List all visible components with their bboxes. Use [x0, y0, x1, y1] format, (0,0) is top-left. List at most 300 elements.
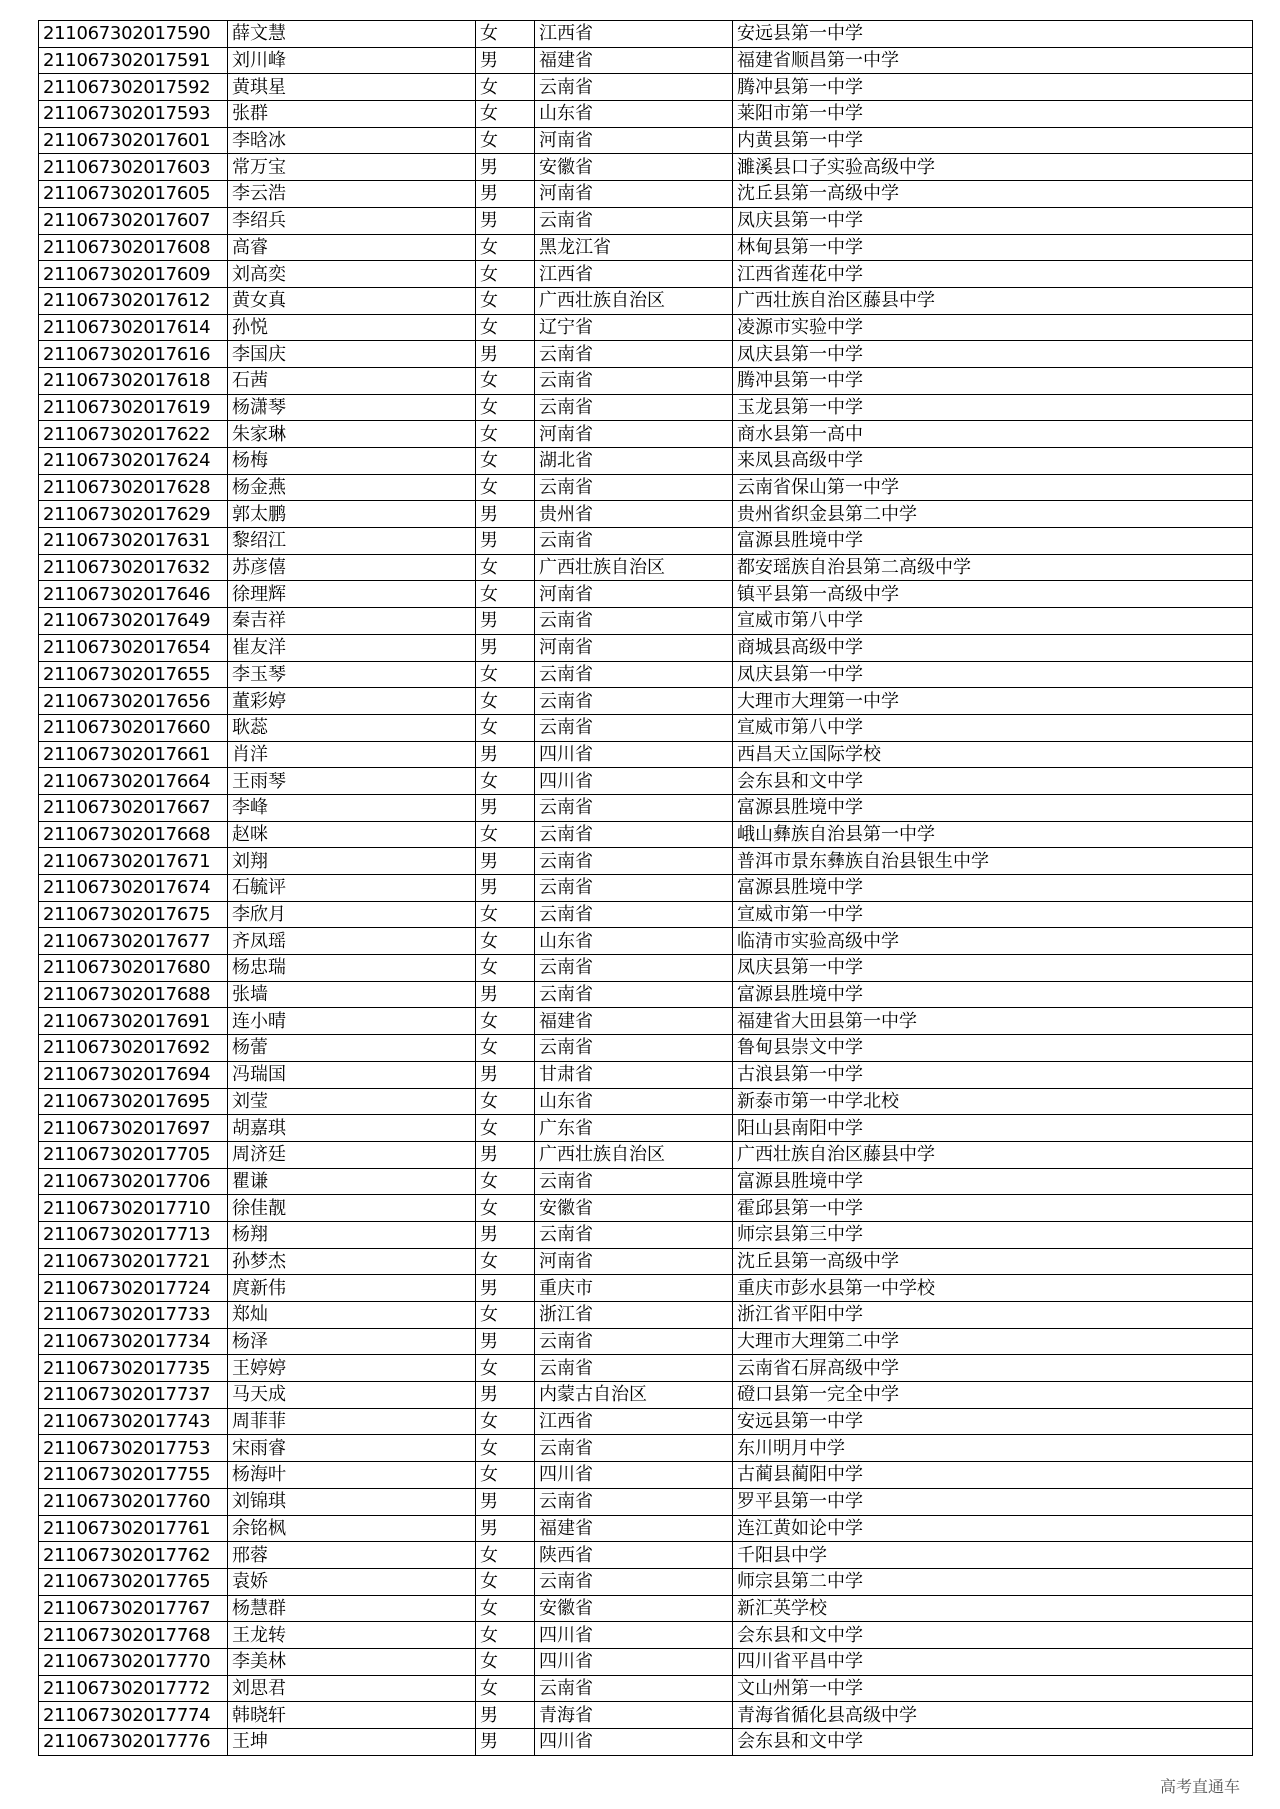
school-cell: 峨山彝族自治县第一中学 [733, 821, 1253, 848]
student-roster-table [38, 20, 1253, 1756]
roster-body [39, 21, 1253, 1756]
province-cell: 云南省 [535, 1568, 733, 1595]
student-name-cell: 孙悦 [228, 314, 476, 341]
table-row [39, 1408, 1253, 1435]
province-cell: 黑龙江省 [535, 234, 733, 261]
student-name-cell: 邢蓉 [228, 1542, 476, 1569]
exam-id-cell: 211067302017632 [39, 554, 228, 581]
student-name-cell: 杨海叶 [228, 1462, 476, 1489]
gender-cell: 女 [476, 1568, 535, 1595]
province-cell: 云南省 [535, 794, 733, 821]
gender-cell: 男 [476, 848, 535, 875]
gender-cell: 女 [476, 421, 535, 448]
gender-cell: 女 [476, 1622, 535, 1649]
gender-cell: 女 [476, 1168, 535, 1195]
school-cell: 富源县胜境中学 [733, 1168, 1253, 1195]
province-cell: 福建省 [535, 47, 733, 74]
student-name-cell: 秦吉祥 [228, 608, 476, 635]
gender-cell: 女 [476, 1195, 535, 1222]
school-cell: 磴口县第一完全中学 [733, 1382, 1253, 1409]
student-name-cell: 瞿谦 [228, 1168, 476, 1195]
gender-cell: 女 [476, 1408, 535, 1435]
student-name-cell: 齐凤瑶 [228, 928, 476, 955]
exam-id-cell: 211067302017774 [39, 1702, 228, 1729]
school-cell: 云南省保山第一中学 [733, 474, 1253, 501]
exam-id-cell: 211067302017668 [39, 821, 228, 848]
school-cell: 腾冲县第一中学 [733, 74, 1253, 101]
table-row [39, 207, 1253, 234]
student-name-cell: 徐理辉 [228, 581, 476, 608]
table-row [39, 287, 1253, 314]
province-cell: 云南省 [535, 1328, 733, 1355]
student-name-cell: 黄琪星 [228, 74, 476, 101]
school-cell: 濉溪县口子实验高级中学 [733, 154, 1253, 181]
exam-id-cell: 211067302017677 [39, 928, 228, 955]
table-row [39, 1542, 1253, 1569]
student-name-cell: 徐佳靓 [228, 1195, 476, 1222]
province-cell: 陕西省 [535, 1542, 733, 1569]
table-row [39, 1435, 1253, 1462]
student-name-cell: 刘川峰 [228, 47, 476, 74]
table-row [39, 901, 1253, 928]
exam-id-cell: 211067302017724 [39, 1275, 228, 1302]
student-name-cell: 张群 [228, 101, 476, 128]
province-cell: 山东省 [535, 1088, 733, 1115]
exam-id-cell: 211067302017654 [39, 634, 228, 661]
table-row [39, 608, 1253, 635]
school-cell: 连江黄如论中学 [733, 1515, 1253, 1542]
exam-id-cell: 211067302017776 [39, 1729, 228, 1756]
table-row [39, 1302, 1253, 1329]
gender-cell: 男 [476, 634, 535, 661]
table-row [39, 581, 1253, 608]
school-cell: 东川明月中学 [733, 1435, 1253, 1462]
exam-id-cell: 211067302017743 [39, 1408, 228, 1435]
province-cell: 广西壮族自治区 [535, 1141, 733, 1168]
exam-id-cell: 211067302017760 [39, 1488, 228, 1515]
gender-cell: 男 [476, 794, 535, 821]
province-cell: 四川省 [535, 1729, 733, 1756]
table-row [39, 501, 1253, 528]
table-row [39, 981, 1253, 1008]
table-row [39, 1275, 1253, 1302]
student-name-cell: 石茜 [228, 367, 476, 394]
province-cell: 福建省 [535, 1008, 733, 1035]
school-cell: 沈丘县第一高级中学 [733, 181, 1253, 208]
school-cell: 江西省莲花中学 [733, 261, 1253, 288]
exam-id-cell: 211067302017710 [39, 1195, 228, 1222]
province-cell: 云南省 [535, 1488, 733, 1515]
table-row [39, 421, 1253, 448]
school-cell: 凤庆县第一中学 [733, 661, 1253, 688]
gender-cell: 女 [476, 1355, 535, 1382]
exam-id-cell: 211067302017609 [39, 261, 228, 288]
school-cell: 浙江省平阳中学 [733, 1302, 1253, 1329]
table-row [39, 314, 1253, 341]
school-cell: 沈丘县第一高级中学 [733, 1248, 1253, 1275]
student-name-cell: 黎绍江 [228, 528, 476, 555]
table-row [39, 367, 1253, 394]
student-name-cell: 刘翔 [228, 848, 476, 875]
table-row [39, 261, 1253, 288]
student-name-cell: 杨蕾 [228, 1035, 476, 1062]
province-cell: 云南省 [535, 341, 733, 368]
school-cell: 福建省顺昌第一中学 [733, 47, 1253, 74]
gender-cell: 男 [476, 1275, 535, 1302]
student-name-cell: 王雨琴 [228, 768, 476, 795]
gender-cell: 女 [476, 688, 535, 715]
school-cell: 师宗县第二中学 [733, 1568, 1253, 1595]
gender-cell: 女 [476, 21, 535, 48]
table-row [39, 634, 1253, 661]
student-name-cell: 杨慧群 [228, 1595, 476, 1622]
school-cell: 普洱市景东彝族自治县银生中学 [733, 848, 1253, 875]
table-row [39, 741, 1253, 768]
student-name-cell: 孙梦杰 [228, 1248, 476, 1275]
province-cell: 河南省 [535, 581, 733, 608]
province-cell: 山东省 [535, 928, 733, 955]
school-cell: 会东县和文中学 [733, 1622, 1253, 1649]
school-cell: 贵州省织金县第二中学 [733, 501, 1253, 528]
student-name-cell: 李美林 [228, 1648, 476, 1675]
school-cell: 新汇英学校 [733, 1595, 1253, 1622]
exam-id-cell: 211067302017706 [39, 1168, 228, 1195]
province-cell: 云南省 [535, 1035, 733, 1062]
student-name-cell: 余铭枫 [228, 1515, 476, 1542]
student-name-cell: 朱家琳 [228, 421, 476, 448]
province-cell: 四川省 [535, 741, 733, 768]
province-cell: 江西省 [535, 261, 733, 288]
student-name-cell: 周济廷 [228, 1141, 476, 1168]
exam-id-cell: 211067302017767 [39, 1595, 228, 1622]
student-name-cell: 赵咪 [228, 821, 476, 848]
student-name-cell: 李欣月 [228, 901, 476, 928]
school-cell: 富源县胜境中学 [733, 981, 1253, 1008]
school-cell: 罗平县第一中学 [733, 1488, 1253, 1515]
school-cell: 腾冲县第一中学 [733, 367, 1253, 394]
gender-cell: 女 [476, 74, 535, 101]
table-row [39, 1221, 1253, 1248]
exam-id-cell: 211067302017675 [39, 901, 228, 928]
student-name-cell: 马天成 [228, 1382, 476, 1409]
school-cell: 会东县和文中学 [733, 1729, 1253, 1756]
school-cell: 青海省循化县高级中学 [733, 1702, 1253, 1729]
student-name-cell: 刘高奕 [228, 261, 476, 288]
exam-id-cell: 211067302017649 [39, 608, 228, 635]
school-cell: 福建省大田县第一中学 [733, 1008, 1253, 1035]
gender-cell: 女 [476, 101, 535, 128]
province-cell: 安徽省 [535, 1595, 733, 1622]
gender-cell: 女 [476, 955, 535, 982]
exam-id-cell: 211067302017590 [39, 21, 228, 48]
exam-id-cell: 211067302017737 [39, 1382, 228, 1409]
gender-cell: 女 [476, 1302, 535, 1329]
watermark-text: 高考直通车 [1159, 1777, 1240, 1796]
province-cell: 四川省 [535, 1622, 733, 1649]
school-cell: 鲁甸县崇文中学 [733, 1035, 1253, 1062]
gender-cell: 男 [476, 1382, 535, 1409]
table-row [39, 1061, 1253, 1088]
gender-cell: 男 [476, 1328, 535, 1355]
province-cell: 广西壮族自治区 [535, 554, 733, 581]
school-cell: 商城县高级中学 [733, 634, 1253, 661]
gender-cell: 女 [476, 1648, 535, 1675]
table-row [39, 74, 1253, 101]
student-name-cell: 韩晓轩 [228, 1702, 476, 1729]
table-row [39, 1622, 1253, 1649]
school-cell: 富源县胜境中学 [733, 528, 1253, 555]
student-name-cell: 杨潇琴 [228, 394, 476, 421]
student-name-cell: 李国庆 [228, 341, 476, 368]
gender-cell: 女 [476, 367, 535, 394]
province-cell: 四川省 [535, 1462, 733, 1489]
table-row [39, 554, 1253, 581]
province-cell: 福建省 [535, 1515, 733, 1542]
gender-cell: 女 [476, 1035, 535, 1062]
school-cell: 安远县第一中学 [733, 21, 1253, 48]
gender-cell: 男 [476, 1221, 535, 1248]
exam-id-cell: 211067302017603 [39, 154, 228, 181]
table-row [39, 955, 1253, 982]
exam-id-cell: 211067302017624 [39, 448, 228, 475]
table-row [39, 928, 1253, 955]
gender-cell: 女 [476, 127, 535, 154]
student-name-cell: 薛文慧 [228, 21, 476, 48]
gender-cell: 男 [476, 47, 535, 74]
province-cell: 云南省 [535, 528, 733, 555]
exam-id-cell: 211067302017619 [39, 394, 228, 421]
school-cell: 林甸县第一中学 [733, 234, 1253, 261]
table-row [39, 1088, 1253, 1115]
table-row [39, 688, 1253, 715]
exam-id-cell: 211067302017761 [39, 1515, 228, 1542]
province-cell: 云南省 [535, 1675, 733, 1702]
gender-cell: 女 [476, 234, 535, 261]
table-row [39, 1035, 1253, 1062]
exam-id-cell: 211067302017770 [39, 1648, 228, 1675]
student-name-cell: 刘思君 [228, 1675, 476, 1702]
school-cell: 安远县第一中学 [733, 1408, 1253, 1435]
province-cell: 贵州省 [535, 501, 733, 528]
student-name-cell: 李玉琴 [228, 661, 476, 688]
student-name-cell: 胡嘉琪 [228, 1115, 476, 1142]
gender-cell: 女 [476, 314, 535, 341]
province-cell: 重庆市 [535, 1275, 733, 1302]
school-cell: 师宗县第三中学 [733, 1221, 1253, 1248]
student-name-cell: 黄女真 [228, 287, 476, 314]
province-cell: 青海省 [535, 1702, 733, 1729]
table-row [39, 1141, 1253, 1168]
exam-id-cell: 211067302017695 [39, 1088, 228, 1115]
exam-id-cell: 211067302017734 [39, 1328, 228, 1355]
gender-cell: 男 [476, 1729, 535, 1756]
exam-id-cell: 211067302017592 [39, 74, 228, 101]
school-cell: 会东县和文中学 [733, 768, 1253, 795]
gender-cell: 女 [476, 287, 535, 314]
school-cell: 宣威市第一中学 [733, 901, 1253, 928]
school-cell: 霍邱县第一中学 [733, 1195, 1253, 1222]
gender-cell: 女 [476, 1115, 535, 1142]
exam-id-cell: 211067302017768 [39, 1622, 228, 1649]
gender-cell: 男 [476, 154, 535, 181]
table-row [39, 154, 1253, 181]
exam-id-cell: 211067302017614 [39, 314, 228, 341]
gender-cell: 女 [476, 448, 535, 475]
student-name-cell: 杨翔 [228, 1221, 476, 1248]
exam-id-cell: 211067302017607 [39, 207, 228, 234]
school-cell: 大理市大理第一中学 [733, 688, 1253, 715]
province-cell: 云南省 [535, 1355, 733, 1382]
province-cell: 广西壮族自治区 [535, 287, 733, 314]
exam-id-cell: 211067302017616 [39, 341, 228, 368]
province-cell: 云南省 [535, 955, 733, 982]
gender-cell: 女 [476, 1248, 535, 1275]
school-cell: 凌源市实验中学 [733, 314, 1253, 341]
exam-id-cell: 211067302017671 [39, 848, 228, 875]
exam-id-cell: 211067302017755 [39, 1462, 228, 1489]
table-row [39, 1168, 1253, 1195]
school-cell: 广西壮族自治区藤县中学 [733, 1141, 1253, 1168]
exam-id-cell: 211067302017601 [39, 127, 228, 154]
table-row [39, 528, 1253, 555]
province-cell: 云南省 [535, 207, 733, 234]
gender-cell: 女 [476, 661, 535, 688]
province-cell: 江西省 [535, 21, 733, 48]
student-name-cell: 袁娇 [228, 1568, 476, 1595]
province-cell: 云南省 [535, 1435, 733, 1462]
school-cell: 莱阳市第一中学 [733, 101, 1253, 128]
gender-cell: 女 [476, 1008, 535, 1035]
province-cell: 湖北省 [535, 448, 733, 475]
table-row [39, 234, 1253, 261]
table-row [39, 1702, 1253, 1729]
table-row [39, 1328, 1253, 1355]
student-name-cell: 周菲菲 [228, 1408, 476, 1435]
student-name-cell: 李峰 [228, 794, 476, 821]
student-name-cell: 郑灿 [228, 1302, 476, 1329]
school-cell: 商水县第一高中 [733, 421, 1253, 448]
school-cell: 内黄县第一中学 [733, 127, 1253, 154]
exam-id-cell: 211067302017697 [39, 1115, 228, 1142]
gender-cell: 女 [476, 1435, 535, 1462]
province-cell: 辽宁省 [535, 314, 733, 341]
exam-id-cell: 211067302017692 [39, 1035, 228, 1062]
table-row [39, 101, 1253, 128]
exam-id-cell: 211067302017660 [39, 714, 228, 741]
gender-cell: 女 [476, 1542, 535, 1569]
gender-cell: 男 [476, 1061, 535, 1088]
province-cell: 云南省 [535, 714, 733, 741]
school-cell: 文山州第一中学 [733, 1675, 1253, 1702]
exam-id-cell: 211067302017667 [39, 794, 228, 821]
gender-cell: 女 [476, 1462, 535, 1489]
gender-cell: 女 [476, 821, 535, 848]
exam-id-cell: 211067302017646 [39, 581, 228, 608]
province-cell: 云南省 [535, 367, 733, 394]
province-cell: 浙江省 [535, 1302, 733, 1329]
gender-cell: 男 [476, 1702, 535, 1729]
student-name-cell: 宋雨睿 [228, 1435, 476, 1462]
school-cell: 古浪县第一中学 [733, 1061, 1253, 1088]
province-cell: 云南省 [535, 875, 733, 902]
table-row [39, 1488, 1253, 1515]
table-row [39, 47, 1253, 74]
school-cell: 富源县胜境中学 [733, 794, 1253, 821]
gender-cell: 男 [476, 875, 535, 902]
province-cell: 云南省 [535, 901, 733, 928]
gender-cell: 女 [476, 1088, 535, 1115]
school-cell: 宣威市第八中学 [733, 608, 1253, 635]
exam-id-cell: 211067302017753 [39, 1435, 228, 1462]
gender-cell: 男 [476, 608, 535, 635]
school-cell: 镇平县第一高级中学 [733, 581, 1253, 608]
gender-cell: 男 [476, 741, 535, 768]
school-cell: 宣威市第八中学 [733, 714, 1253, 741]
school-cell: 新泰市第一中学北校 [733, 1088, 1253, 1115]
student-name-cell: 杨梅 [228, 448, 476, 475]
student-name-cell: 崔友洋 [228, 634, 476, 661]
exam-id-cell: 211067302017622 [39, 421, 228, 448]
school-cell: 凤庆县第一中学 [733, 341, 1253, 368]
student-name-cell: 杨忠瑞 [228, 955, 476, 982]
gender-cell: 男 [476, 207, 535, 234]
gender-cell: 男 [476, 341, 535, 368]
province-cell: 云南省 [535, 848, 733, 875]
student-name-cell: 常万宝 [228, 154, 476, 181]
province-cell: 河南省 [535, 127, 733, 154]
school-cell: 重庆市彭水县第一中学校 [733, 1275, 1253, 1302]
table-row [39, 181, 1253, 208]
student-name-cell: 石毓评 [228, 875, 476, 902]
school-cell: 都安瑶族自治县第二高级中学 [733, 554, 1253, 581]
school-cell: 广西壮族自治区藤县中学 [733, 287, 1253, 314]
school-cell: 凤庆县第一中学 [733, 955, 1253, 982]
student-name-cell: 王坤 [228, 1729, 476, 1756]
student-name-cell: 李绍兵 [228, 207, 476, 234]
student-name-cell: 张墙 [228, 981, 476, 1008]
school-cell: 大理市大理第二中学 [733, 1328, 1253, 1355]
table-row [39, 1462, 1253, 1489]
province-cell: 甘肃省 [535, 1061, 733, 1088]
gender-cell: 男 [476, 1141, 535, 1168]
exam-id-cell: 211067302017629 [39, 501, 228, 528]
student-name-cell: 郭太鹏 [228, 501, 476, 528]
exam-id-cell: 211067302017628 [39, 474, 228, 501]
province-cell: 河南省 [535, 181, 733, 208]
school-cell: 云南省石屏高级中学 [733, 1355, 1253, 1382]
table-row [39, 714, 1253, 741]
table-row [39, 21, 1253, 48]
student-name-cell: 李晗冰 [228, 127, 476, 154]
school-cell: 来凤县高级中学 [733, 448, 1253, 475]
table-row [39, 1595, 1253, 1622]
table-row [39, 848, 1253, 875]
table-row [39, 768, 1253, 795]
gender-cell: 男 [476, 1515, 535, 1542]
gender-cell: 男 [476, 1488, 535, 1515]
province-cell: 云南省 [535, 608, 733, 635]
gender-cell: 女 [476, 1595, 535, 1622]
school-cell: 玉龙县第一中学 [733, 394, 1253, 421]
student-name-cell: 高睿 [228, 234, 476, 261]
gender-cell: 女 [476, 768, 535, 795]
province-cell: 河南省 [535, 1248, 733, 1275]
table-row [39, 821, 1253, 848]
exam-id-cell: 211067302017772 [39, 1675, 228, 1702]
school-cell: 临清市实验高级中学 [733, 928, 1253, 955]
exam-id-cell: 211067302017691 [39, 1008, 228, 1035]
province-cell: 广东省 [535, 1115, 733, 1142]
